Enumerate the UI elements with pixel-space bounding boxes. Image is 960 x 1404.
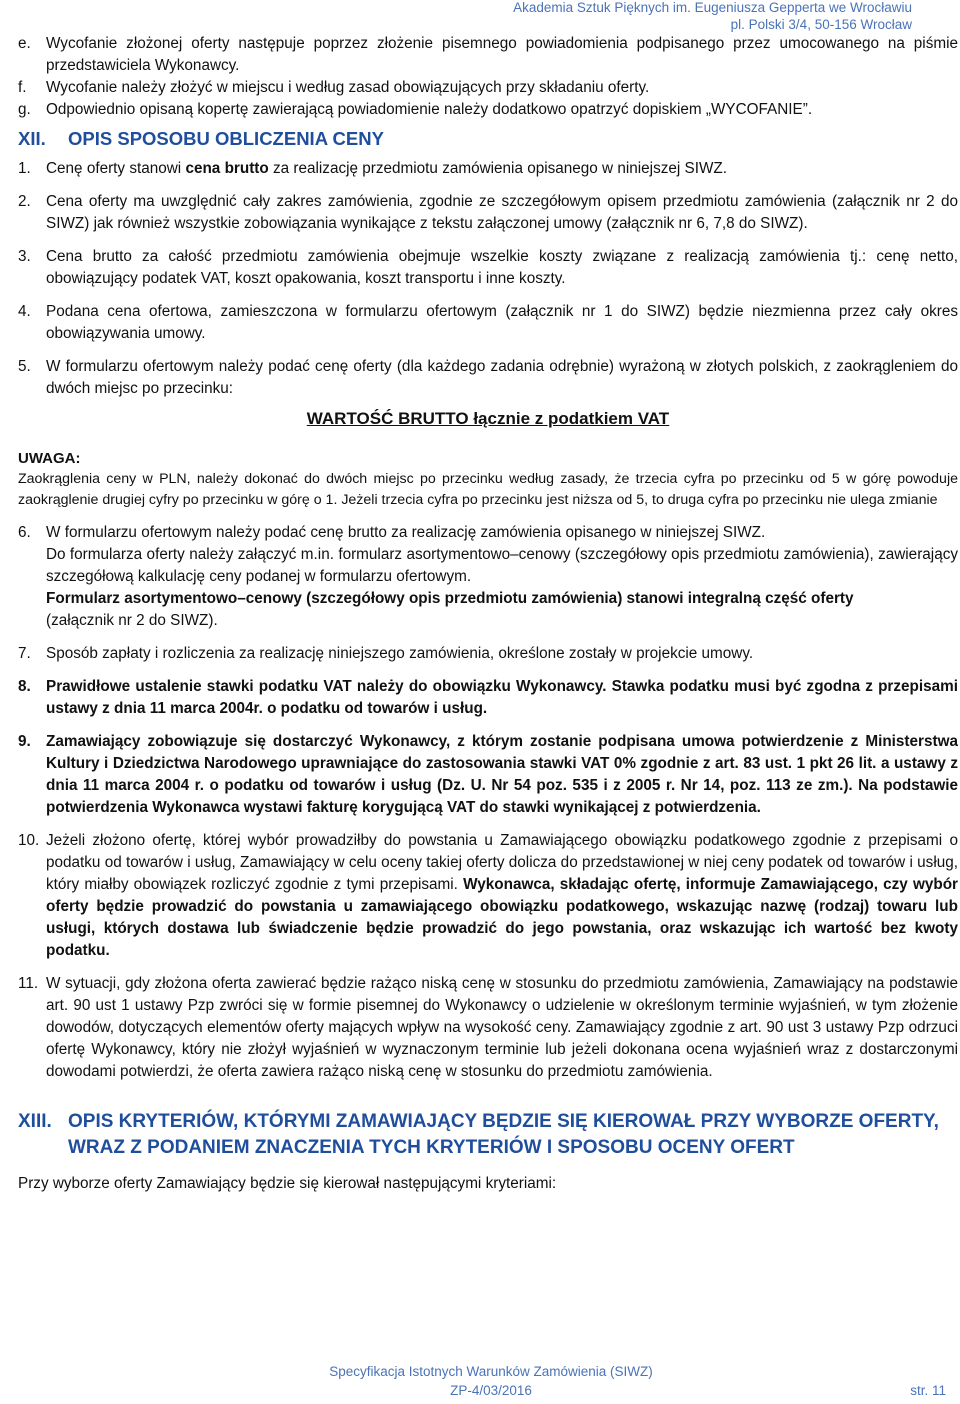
header-address: pl. Polski 3/4, 50-156 Wrocław [730,17,912,32]
list-item [18,191,958,235]
item-text: Wycofanie należy złożyć w miejscu i według zasad obowiązujących przy składaniu oferty. [46,79,650,96]
section-title: OPIS KRYTERIÓW, KTÓRYMI ZAMAWIAJĄCY BĘDZIE SIĘ KIEROWAŁ PRZY WYBORZE OFERTY, WRAZ Z PODANIEM ZNACZENIA TYCH KRYTERIÓW I SPOSOBU OCENY OFERT [68,1111,939,1158]
closing-paragraph: Przy wyborze oferty Zamawiający będzie się kierował następującymi kryteriami: [18,1175,557,1192]
item-text: W sytuacji, gdy złożona oferta zawierać będzie rażąco niską cenę w stosunku do przedmiotu zamówienia, Zamawiający na podstawie art. 90 ust 1 ustawy Pzp zwróci się w formie pisemnej do Wykonawcy o udzielenie w określonym terminie wyjaśnień, w tym złożenie dowodów, dotyczących elementów oferty mających wpływ na wysokość ceny. Zamawiający zgodnie z art. 90 ust 3 ustawy Pzp odrzuci ofertę Wykonawcy, który nie złożył wyjaśnień w wyznaczonym terminie lub jeżeli dokonana ocena wyjaśnień wraz z dostarczonymi dowodami potwierdzi, że oferta zawiera rażąco niską cenę w stosunku do przedmiotu zamówienia. [46,975,958,1080]
item-text: Jeżeli złożono ofertę, której wybór prowadziłby do powstania u Zamawiającego obowiązku podatkowego zgodnie z przepisami o podatku od towarów i usług, Zamawiający w celu oceny takiej oferty dolicza do przedstawionej w niej ceny podatek od towarów i usług, który miałby obowiązek rozliczyć zgodnie z tymi przepisami. Wykonawca, składając ofertę, informuje Zamawiającego, czy wybór oferty będzie prowadzić do powstania u zamawiającego obowiązku podatkowego, wskazując nazwę (rodzaj) towaru lub usługi, których dostawa lub świadczenie będzie prowadzić do jego powstania, oraz wskazując ich wartość bez kwoty podatku. [46,832,958,959]
list-item [18,830,958,962]
item-text: W formularzu ofertowym należy podać cenę brutto za realizację zamówienia opisanego w niniejszej SIWZ. Do formularza oferty należy załączyć m.in. formularz asortymentowo–cenowy (szczegółowy opis przedmiotu zamówienia), zawierający szczegółową kalkulację ceny podanej w formularzu ofertowym. Formularz asortymentowo–cenowy (szczegółowy opis przedmiotu zamówienia) stanowi integralną część oferty (załącznik nr 2 do SIWZ). [46,524,958,629]
page-header [513,0,912,33]
list-item [18,973,958,1083]
item-number: f. [18,79,27,96]
item-text: Sposób zapłaty i rozliczenia za realizację niniejszego zamówienia, określone zostały w projekcie umowy. [46,645,754,662]
item-number: 10. [18,832,40,849]
item-number: 1. [18,160,31,177]
item-text: Podana cena ofertowa, zamieszczona w formularzu ofertowym (załącznik nr 1 do SIWZ) będzie niezmienna przez cały okres obowiązywania umowy. [46,303,958,342]
item-number: 5. [18,358,31,375]
footer-title: Specyfikacja Istotnych Warunków Zamówienia (SIWZ) [329,1364,653,1379]
page-number: str. 11 [910,1383,946,1398]
section-heading-xiii [18,1109,958,1161]
item-number: g. [18,101,31,118]
section-heading-xii [18,128,958,150]
list-item [18,676,958,720]
note-text: Zaokrąglenia ceny w PLN, należy dokonać do dwóch miejsc po przecinku według zasady, że trzecia cyfra po przecinku od 5 w górę powoduje zaokrąglenie drugiej cyfry po przecinku w górę o 1. Jeżeli trzecia cyfra po przecinku jest niższa od 5, to druga cyfra po przecinku nie ulega zmianie [18,471,958,508]
note-block [18,448,958,511]
item-text: Odpowiednio opisaną kopertę zawierającą powiadomienie należy dodatkowo opatrzyć dopiskiem „WYCOFANIE”. [46,101,813,118]
footer-reference: ZP-4/03/2016 [450,1383,532,1398]
list-item [18,158,958,180]
header-institution: Akademia Sztuk Pięknych im. Eugeniusza Gepperta we Wrocławiu [513,0,912,15]
document-body [18,33,958,1195]
bold-term: cena brutto [185,160,269,177]
item-number: 3. [18,248,31,265]
item-number: 9. [18,733,31,750]
item-text: Zamawiający zobowiązuje się dostarczyć Wykonawcy, z którym zostanie podpisana umowa potwierdzenie z Ministerstwa Kultury i Dziedzictwa Narodowego uprawniające do zastosowania stawki VAT 0% zgodnie z art. 83 ust. 1 pkt 26 lit. a ustawy z dnia 11 marca 2004 r. o podatku od towarów i usług (Dz. U. Nr 54 poz. 535 i z 2005 r. Nr 14, poz. 113 ze zm.). Na podstawie potwierdzenia Wykonawca wystawi fakturę korygującą VAT do stawki wynikającej z potwierdzenia. [46,733,958,816]
list-item [18,246,958,290]
list-item [18,643,958,665]
list-item [18,522,958,632]
list-item [18,77,958,99]
item-number: 6. [18,524,31,541]
page-footer [0,1362,960,1400]
item-text: Cena brutto za całość przedmiotu zamówienia obejmuje wszelkie koszty związane z realizacją zamówienia tj.: cenę netto, obowiązujący podatek VAT, koszt opakowania, koszt transportu i inne koszty. [46,248,958,287]
item-number: 11. [18,975,39,992]
section-number: XIII. [18,1111,52,1132]
item-text: Cena oferty ma uwzględnić cały zakres zamówienia, zgodnie ze szczegółowym opisem przedmiotu zamówienia (załącznik nr 2 do SIWZ) jak również wszystkie zobowiązania wynikające z tekstu załączonej umowy (załącznik nr 6, 7,8 do SIWZ). [46,193,958,232]
item-number: 4. [18,303,31,320]
item-number: 2. [18,193,31,210]
list-item [18,731,958,819]
list-item [18,99,958,121]
item-number: 8. [18,678,31,695]
item-text: Wycofanie złożonej oferty następuje poprzez złożenie pisemnego powiadomienia podpisanego przez umocowanego na piśmie przedstawiciela Wykonawcy. [46,35,958,74]
list-item [18,33,958,77]
list-item [18,301,958,345]
list-item [18,356,958,400]
item-number: 7. [18,645,31,662]
item-number: e. [18,35,31,52]
item-text: Prawidłowe ustalenie stawki podatku VAT należy do obowiązku Wykonawcy. Stawka podatku musi być zgodna z przepisami ustawy z dnia 11 marca 2004r. o podatku od towarów i usług. [46,678,958,717]
item-text: Cenę oferty stanowi cena brutto za realizację przedmiotu zamówienia opisanego w niniejszej SIWZ. [46,160,728,177]
note-label: UWAGA: [18,450,81,467]
section-title: OPIS SPOSOBU OBLICZENIA CENY [68,128,384,149]
gross-value-heading: WARTOŚĆ BRUTTO łącznie z podatkiem VAT [306,409,670,428]
item-text: W formularzu ofertowym należy podać cenę oferty (dla każdego zadania odrębnie) wyrażoną w złotych polskich, z zaokrągleniem do dwóch miejsc po przecinku: [46,358,958,397]
section-number: XII. [18,128,46,149]
